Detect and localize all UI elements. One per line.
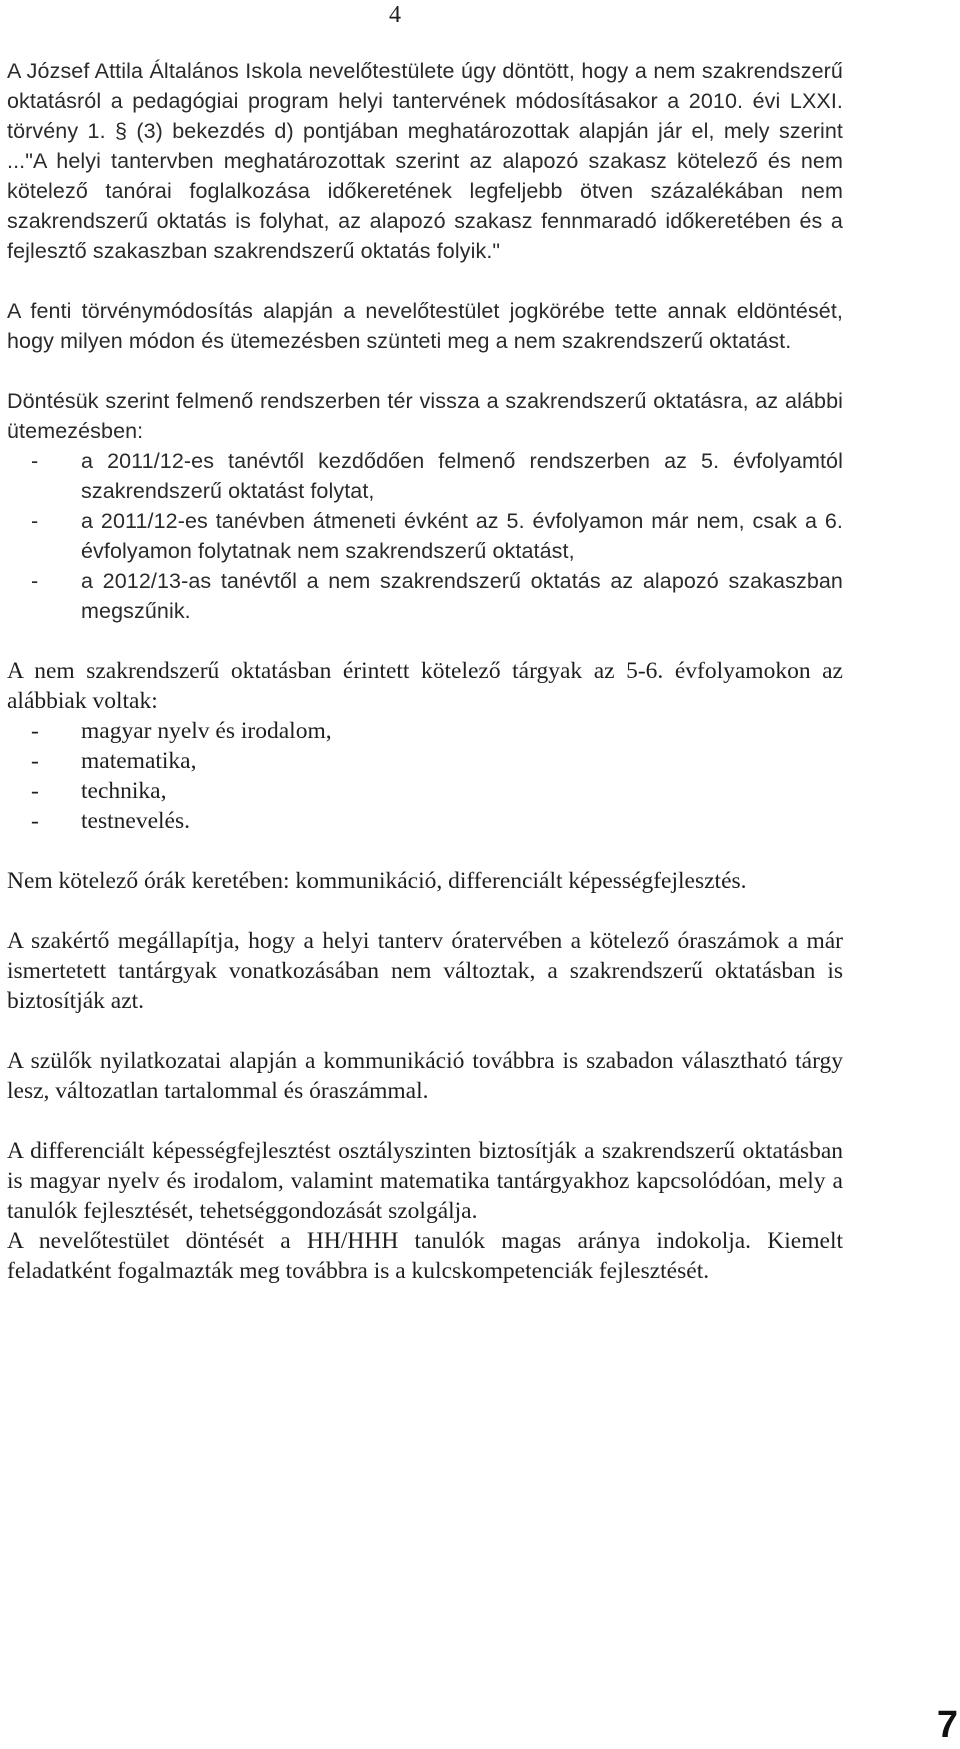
list-item: - a 2012/13-as tanévtől a nem szakrendszerű oktatás az alapozó szakaszban megszűnik.: [7, 566, 843, 626]
paragraph-optional-lessons: Nem kötelező órák keretében: kommunikáció, differenciált képességfejlesztés.: [7, 868, 747, 894]
paragraph-differentiated: A differenciált képességfejlesztést osztályszinten biztosítják a szakrendszerű oktatásban is magyar nyelv és irodalom, valamint matematika tantárgyakhoz kapcsolódóan, mely a tanulók fejlesztését, tehetséggondozását szolgálja.: [7, 1138, 843, 1224]
list-item: - a 2011/12-es tanévtől kezdődően felmenő rendszerben az 5. évfolyamtól szakrendszerű oktatást folytat,: [7, 446, 843, 506]
schedule-list: [7, 446, 843, 626]
page-number: 4: [389, 2, 401, 28]
paragraph-expert-finding: A szakértő megállapítja, hogy a helyi tanterv óratervében a kötelező óraszámok a már ismertetett tantárgyak vonatkozásában nem változtak, a szakrendszerű oktatásban is biztosítják azt.: [7, 928, 843, 1014]
list-item: - matematika,: [7, 746, 843, 776]
list-item: - technika,: [7, 776, 843, 806]
paragraph-amendment: A fenti törvénymódosítás alapján a nevelőtestület jogkörébe tette annak eldöntését, hogy milyen módon és ütemezésben szünteti meg a nem szakrendszerű oktatást.: [7, 299, 843, 353]
paragraph-parents: A szülők nyilatkozatai alapján a kommunikáció továbbra is szabadon választható tárgy lesz, változatlan tartalommal és óraszámmal.: [7, 1048, 843, 1104]
list-item: - testnevelés.: [7, 806, 843, 836]
corner-page-number: 7: [936, 1704, 958, 1746]
paragraph-law-reference: A József Attila Általános Iskola nevelőtestülete úgy döntött, hogy a nem szakrendszerű oktatásról a pedagógiai program helyi tantervének módosításakor a 2010. évi LXXI. törvény 1. § (3) bekezdés d) pontjában meghatározottak alapján jár el, mely szerint ..."A helyi tantervben meghatározottak szerint az alapozó szakasz kötelező és nem kötelező tanórai foglalkozása időkeretének legfeljebb ötven százalékában nem szakrendszerű oktatás is folyhat, az alapozó szakasz fennmaradó időkeretében és a fejlesztő szakaszban szakrendszerű oktatás folyik.": [7, 59, 843, 263]
paragraph-decision-intro: Döntésük szerint felmenő rendszerben tér vissza a szakrendszerű oktatásra, az alábbi ütemezésben:: [7, 389, 843, 443]
list-item: - a 2011/12-es tanévben átmeneti évként az 5. évfolyamon már nem, csak a 6. évfolyamon folytatnak nem szakrendszerű oktatást,: [7, 506, 843, 566]
paragraph-justification: A nevelőtestület döntését a HH/HHH tanulók magas aránya indokolja. Kiemelt feladatként fogalmazták meg továbbra is a kulcskompetenciák fejlesztését.: [7, 1228, 843, 1284]
subjects-list: [7, 716, 843, 836]
list-item: - magyar nyelv és irodalom,: [7, 716, 843, 746]
document-body: [7, 56, 843, 1286]
paragraph-subjects-intro: A nem szakrendszerű oktatásban érintett kötelező tárgyak az 5-6. évfolyamokon az alábbiak voltak:: [7, 658, 843, 714]
